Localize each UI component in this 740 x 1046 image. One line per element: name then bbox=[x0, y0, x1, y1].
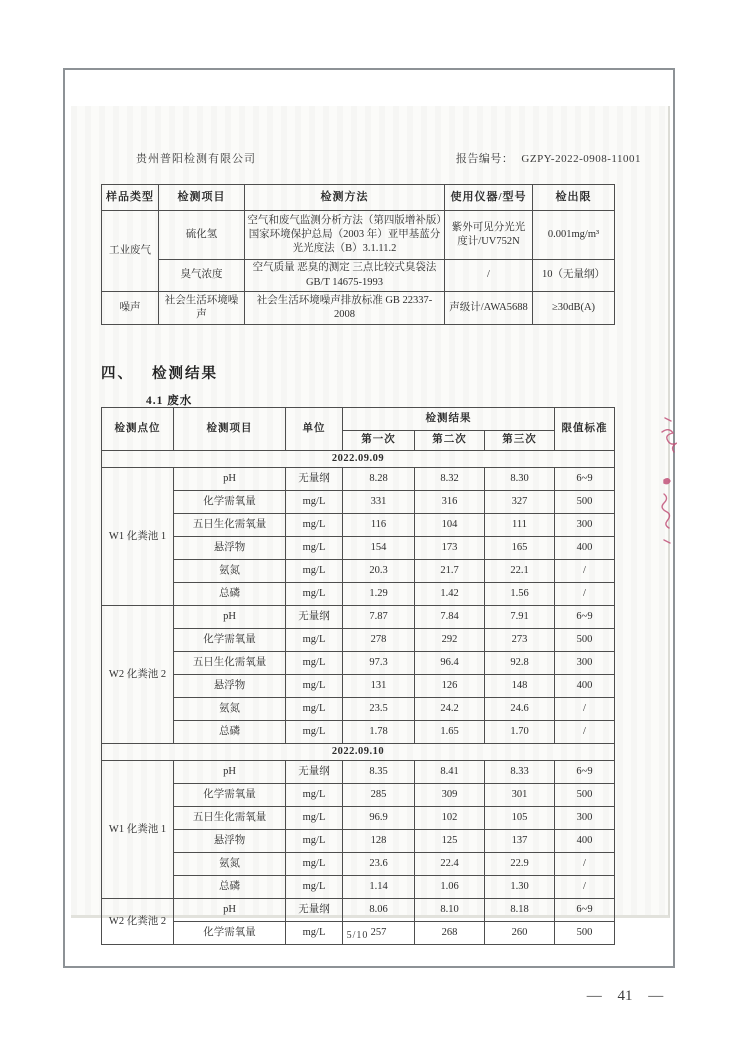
result-value-2: 268 bbox=[415, 922, 485, 945]
result-row bbox=[102, 830, 615, 853]
result-row bbox=[102, 606, 615, 629]
result-value-1: 23.5 bbox=[343, 698, 415, 721]
result-value-2: 125 bbox=[415, 830, 485, 853]
test-item: pH bbox=[174, 468, 286, 491]
limit-standard: 6~9 bbox=[555, 606, 615, 629]
sampling-date-row bbox=[102, 744, 615, 761]
red-ink-blob bbox=[664, 479, 670, 484]
document-header bbox=[136, 150, 641, 166]
test-method: 社会生活环境噪声排放标准 GB 22337-2008 bbox=[245, 292, 445, 325]
test-item: pH bbox=[174, 761, 286, 784]
limit-standard: / bbox=[555, 583, 615, 606]
limit-standard: 6~9 bbox=[555, 761, 615, 784]
unit: 无量纲 bbox=[286, 761, 343, 784]
method-table-header-row bbox=[102, 185, 615, 211]
company-name: 贵州普阳检测有限公司 bbox=[136, 153, 256, 165]
unit: mg/L bbox=[286, 830, 343, 853]
header-sample-type: 样品类型 bbox=[102, 185, 159, 211]
result-row bbox=[102, 853, 615, 876]
result-value-3: 7.91 bbox=[485, 606, 555, 629]
sampling-date: 2022.09.10 bbox=[102, 744, 615, 761]
result-value-3: 273 bbox=[485, 629, 555, 652]
pdf-page-number: — 41 — bbox=[586, 988, 664, 1004]
result-value-1: 8.06 bbox=[343, 899, 415, 922]
result-value-2: 309 bbox=[415, 784, 485, 807]
method-row bbox=[102, 292, 615, 325]
test-item: 总磷 bbox=[174, 583, 286, 606]
unit: 无量纲 bbox=[286, 899, 343, 922]
test-item: pH bbox=[174, 606, 286, 629]
scan-page-indicator: 5/10 bbox=[346, 930, 369, 941]
result-value-2: 8.10 bbox=[415, 899, 485, 922]
limit-standard: / bbox=[555, 698, 615, 721]
unit: mg/L bbox=[286, 583, 343, 606]
result-row bbox=[102, 698, 615, 721]
result-value-1: 285 bbox=[343, 784, 415, 807]
result-row bbox=[102, 583, 615, 606]
result-row bbox=[102, 491, 615, 514]
detection-limit: ≥30dB(A) bbox=[533, 292, 615, 325]
limit-standard: 400 bbox=[555, 830, 615, 853]
test-method: 空气质量 恶臭的测定 三点比较式臭袋法 GB/T 14675-1993 bbox=[245, 260, 445, 292]
result-value-3: 8.33 bbox=[485, 761, 555, 784]
header-run-2: 第二次 bbox=[415, 431, 485, 451]
test-item: 氨氮 bbox=[174, 698, 286, 721]
result-value-1: 8.28 bbox=[343, 468, 415, 491]
result-row bbox=[102, 514, 615, 537]
limit-standard: 6~9 bbox=[555, 468, 615, 491]
unit: mg/L bbox=[286, 698, 343, 721]
limit-standard: 500 bbox=[555, 491, 615, 514]
result-value-2: 7.84 bbox=[415, 606, 485, 629]
test-item: pH bbox=[174, 899, 286, 922]
limit-standard: 500 bbox=[555, 629, 615, 652]
red-ink-annotations bbox=[655, 414, 677, 564]
header-run-1: 第一次 bbox=[343, 431, 415, 451]
result-value-3: 22.9 bbox=[485, 853, 555, 876]
result-value-3: 1.70 bbox=[485, 721, 555, 744]
result-value-3: 137 bbox=[485, 830, 555, 853]
result-value-1: 128 bbox=[343, 830, 415, 853]
unit: mg/L bbox=[286, 876, 343, 899]
test-item: 化学需氧量 bbox=[174, 784, 286, 807]
sample-type: 工业废气 bbox=[102, 211, 159, 292]
method-row bbox=[102, 260, 615, 292]
sample-type: 噪声 bbox=[102, 292, 159, 325]
limit-standard: 400 bbox=[555, 537, 615, 560]
result-row bbox=[102, 899, 615, 922]
result-value-3: 24.6 bbox=[485, 698, 555, 721]
result-value-3: 92.8 bbox=[485, 652, 555, 675]
limit-standard: / bbox=[555, 721, 615, 744]
test-item: 总磷 bbox=[174, 721, 286, 744]
result-value-2: 8.32 bbox=[415, 468, 485, 491]
result-row bbox=[102, 537, 615, 560]
unit: mg/L bbox=[286, 675, 343, 698]
unit: mg/L bbox=[286, 537, 343, 560]
limit-standard: 300 bbox=[555, 514, 615, 537]
test-item: 化学需氧量 bbox=[174, 629, 286, 652]
result-value-3: 105 bbox=[485, 807, 555, 830]
test-item: 悬浮物 bbox=[174, 537, 286, 560]
section-title-text: 检测结果 bbox=[152, 366, 218, 382]
method-table bbox=[101, 184, 615, 325]
test-item: 氨氮 bbox=[174, 853, 286, 876]
sampling-date-row bbox=[102, 451, 615, 468]
limit-standard: / bbox=[555, 853, 615, 876]
unit: mg/L bbox=[286, 652, 343, 675]
result-value-2: 126 bbox=[415, 675, 485, 698]
limit-standard: / bbox=[555, 560, 615, 583]
test-item: 社会生活环境噪声 bbox=[159, 292, 245, 325]
test-item: 五日生化需氧量 bbox=[174, 652, 286, 675]
result-row bbox=[102, 784, 615, 807]
test-item: 氨氮 bbox=[174, 560, 286, 583]
report-number-line bbox=[456, 150, 641, 166]
header-detection-limit: 检出限 bbox=[533, 185, 615, 211]
result-value-1: 97.3 bbox=[343, 652, 415, 675]
sampling-date: 2022.09.09 bbox=[102, 451, 615, 468]
result-value-2: 24.2 bbox=[415, 698, 485, 721]
detection-limit: 10（无量纲） bbox=[533, 260, 615, 292]
header-monitoring-point: 检测点位 bbox=[102, 408, 174, 451]
result-value-3: 148 bbox=[485, 675, 555, 698]
limit-standard: / bbox=[555, 876, 615, 899]
result-value-3: 1.56 bbox=[485, 583, 555, 606]
result-row bbox=[102, 761, 615, 784]
unit: 无量纲 bbox=[286, 606, 343, 629]
result-row bbox=[102, 876, 615, 899]
test-item: 总磷 bbox=[174, 876, 286, 899]
monitoring-point: W2 化粪池 2 bbox=[102, 606, 174, 744]
monitoring-point: W1 化粪池 1 bbox=[102, 761, 174, 899]
result-value-3: 1.30 bbox=[485, 876, 555, 899]
monitoring-point: W2 化粪池 2 bbox=[102, 899, 174, 945]
result-value-2: 104 bbox=[415, 514, 485, 537]
result-value-1: 23.6 bbox=[343, 853, 415, 876]
result-value-2: 102 bbox=[415, 807, 485, 830]
unit: mg/L bbox=[286, 514, 343, 537]
header-instrument: 使用仪器/型号 bbox=[445, 185, 533, 211]
result-value-2: 1.42 bbox=[415, 583, 485, 606]
result-value-3: 22.1 bbox=[485, 560, 555, 583]
instrument-model: 紫外可见分光光度计/UV752N bbox=[445, 211, 533, 260]
result-value-3: 260 bbox=[485, 922, 555, 945]
result-value-1: 1.14 bbox=[343, 876, 415, 899]
report-number-value: GZPY-2022-0908-11001 bbox=[521, 153, 641, 165]
test-item: 五日生化需氧量 bbox=[174, 514, 286, 537]
test-item: 化学需氧量 bbox=[174, 922, 286, 945]
limit-standard: 400 bbox=[555, 675, 615, 698]
result-value-2: 173 bbox=[415, 537, 485, 560]
result-value-2: 21.7 bbox=[415, 560, 485, 583]
result-value-3: 8.30 bbox=[485, 468, 555, 491]
instrument-model: 声级计/AWA5688 bbox=[445, 292, 533, 325]
document-page-frame bbox=[63, 68, 675, 968]
result-row bbox=[102, 560, 615, 583]
unit: 无量纲 bbox=[286, 468, 343, 491]
unit: mg/L bbox=[286, 807, 343, 830]
result-value-3: 8.18 bbox=[485, 899, 555, 922]
limit-standard: 500 bbox=[555, 784, 615, 807]
result-value-2: 22.4 bbox=[415, 853, 485, 876]
section-title bbox=[101, 362, 218, 383]
result-value-1: 20.3 bbox=[343, 560, 415, 583]
result-value-2: 96.4 bbox=[415, 652, 485, 675]
result-value-3: 301 bbox=[485, 784, 555, 807]
header-limit-standard: 限值标准 bbox=[555, 408, 615, 451]
subsection-title: 4.1 废水 bbox=[146, 395, 193, 407]
test-item: 五日生化需氧量 bbox=[174, 807, 286, 830]
result-row bbox=[102, 629, 615, 652]
limit-standard: 300 bbox=[555, 652, 615, 675]
test-item: 化学需氧量 bbox=[174, 491, 286, 514]
limit-standard: 300 bbox=[555, 807, 615, 830]
limit-standard: 6~9 bbox=[555, 899, 615, 922]
results-table bbox=[101, 407, 615, 945]
result-value-3: 165 bbox=[485, 537, 555, 560]
result-value-2: 316 bbox=[415, 491, 485, 514]
result-value-1: 7.87 bbox=[343, 606, 415, 629]
detection-limit: 0.001mg/m³ bbox=[533, 211, 615, 260]
red-ink-squiggle bbox=[662, 494, 669, 528]
result-value-1: 331 bbox=[343, 491, 415, 514]
test-item: 悬浮物 bbox=[174, 830, 286, 853]
red-ink-dash bbox=[664, 540, 670, 543]
method-row bbox=[102, 211, 615, 260]
result-value-1: 96.9 bbox=[343, 807, 415, 830]
result-value-1: 131 bbox=[343, 675, 415, 698]
test-item: 硫化氢 bbox=[159, 211, 245, 260]
result-value-1: 1.78 bbox=[343, 721, 415, 744]
result-value-3: 111 bbox=[485, 514, 555, 537]
header-test-method: 检测方法 bbox=[245, 185, 445, 211]
unit: mg/L bbox=[286, 560, 343, 583]
result-value-2: 1.65 bbox=[415, 721, 485, 744]
red-ink-tick bbox=[665, 418, 671, 421]
header-run-3: 第三次 bbox=[485, 431, 555, 451]
monitoring-point: W1 化粪池 1 bbox=[102, 468, 174, 606]
unit: mg/L bbox=[286, 721, 343, 744]
results-header-row-1 bbox=[102, 408, 615, 431]
result-value-1: 154 bbox=[343, 537, 415, 560]
result-row bbox=[102, 807, 615, 830]
unit: mg/L bbox=[286, 922, 343, 945]
method-table-body bbox=[102, 211, 615, 325]
result-value-1: 8.35 bbox=[343, 761, 415, 784]
result-row bbox=[102, 652, 615, 675]
red-ink-scribble bbox=[662, 430, 677, 452]
scanned-sheet bbox=[71, 106, 670, 941]
limit-standard: 500 bbox=[555, 922, 615, 945]
test-item: 臭气浓度 bbox=[159, 260, 245, 292]
header-test-item: 检测项目 bbox=[174, 408, 286, 451]
instrument-model: / bbox=[445, 260, 533, 292]
header-test-item: 检测项目 bbox=[159, 185, 245, 211]
result-row bbox=[102, 468, 615, 491]
results-table-body bbox=[102, 451, 615, 945]
header-results-group: 检测结果 bbox=[343, 408, 555, 431]
result-value-1: 116 bbox=[343, 514, 415, 537]
unit: mg/L bbox=[286, 784, 343, 807]
result-value-2: 292 bbox=[415, 629, 485, 652]
result-value-3: 327 bbox=[485, 491, 555, 514]
result-value-1: 1.29 bbox=[343, 583, 415, 606]
result-row bbox=[102, 675, 615, 698]
result-value-2: 8.41 bbox=[415, 761, 485, 784]
result-value-1: 257 bbox=[343, 922, 415, 945]
unit: mg/L bbox=[286, 853, 343, 876]
test-item: 悬浮物 bbox=[174, 675, 286, 698]
report-number-label: 报告编号： bbox=[455, 153, 514, 165]
result-value-2: 1.06 bbox=[415, 876, 485, 899]
unit: mg/L bbox=[286, 629, 343, 652]
unit: mg/L bbox=[286, 491, 343, 514]
section-number: 四、 bbox=[101, 366, 134, 382]
header-unit: 单位 bbox=[286, 408, 343, 451]
result-value-1: 278 bbox=[343, 629, 415, 652]
result-row bbox=[102, 721, 615, 744]
test-method: 空气和废气监测分析方法（第四版增补版）国家环境保护总局（2003 年）亚甲基蓝分光光度法（B）3.1.11.2 bbox=[245, 211, 445, 260]
